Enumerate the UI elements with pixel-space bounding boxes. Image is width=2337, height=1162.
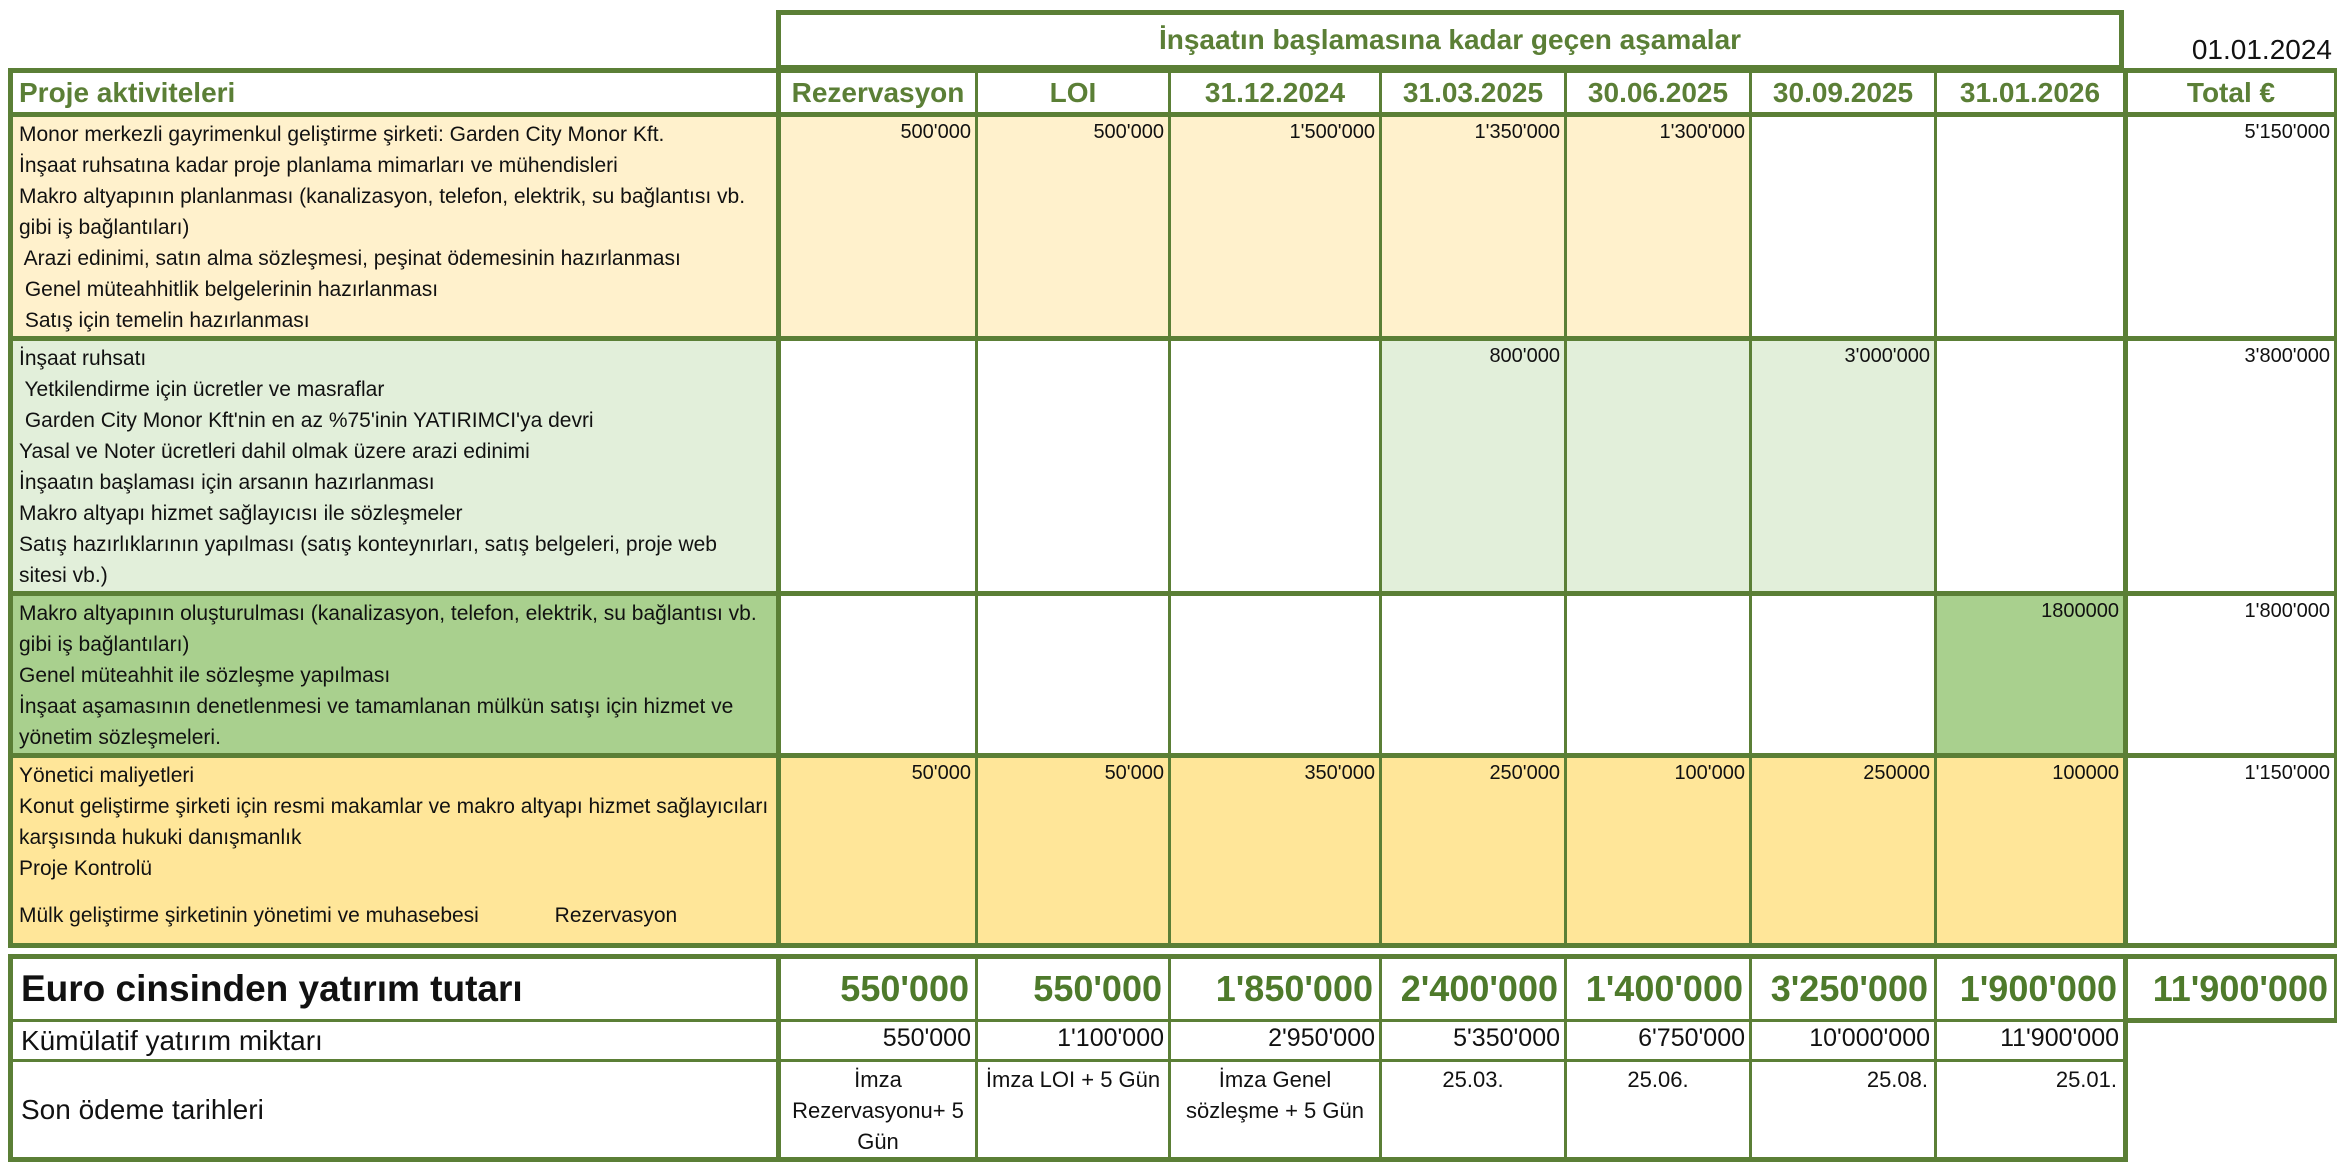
payment-value: İmza LOI + 5 Gün (977, 1061, 1170, 1160)
investment-row (11, 957, 2337, 1021)
table-header-row (11, 71, 2337, 115)
investment-total: 11'900'000 (2126, 957, 2337, 1021)
activity-line: Genel müteahhitlik belgelerinin hazırlanması (19, 278, 439, 301)
activity-cell (11, 339, 779, 594)
activity-cell (11, 115, 779, 339)
value-cell (1936, 115, 2126, 339)
cumulative-value: 1'100'000 (977, 1021, 1170, 1061)
investment-value: 1'400'000 (1566, 957, 1751, 1021)
cumulative-value: 2'950'000 (1170, 1021, 1381, 1061)
activity-line: Mülk geliştirme şirketinin yönetimi ve muhasebesi Rezervasyon (19, 904, 678, 927)
value-cell: 800'000 (1381, 339, 1566, 594)
activity-line: Monor merkezli gayrimenkul geliştirme şirketi: Garden City Monor Kft. (19, 123, 665, 146)
table-row (11, 594, 2337, 756)
cumulative-value: 5'350'000 (1381, 1021, 1566, 1061)
activity-line: Yetkilendirme için ücretler ve masraflar (19, 378, 385, 401)
value-cell: 1'300'000 (1566, 115, 1751, 339)
value-cell (1170, 339, 1381, 594)
value-cell: 1800000 (1936, 594, 2126, 756)
cumulative-value: 10'000'000 (1751, 1021, 1936, 1061)
investment-label: Euro cinsinden yatırım tutarı (11, 957, 779, 1021)
value-cell (1751, 115, 1936, 339)
cumulative-label: Kümülatif yatırım miktarı (11, 1021, 779, 1061)
activity-line: Satış hazırlıklarının yapılması (satış konteynırları, satış belgeleri, proje web sitesi vb.) (19, 533, 717, 587)
cumulative-value: 11'900'000 (1936, 1021, 2126, 1061)
value-cell (779, 339, 977, 594)
row-total-cell: 3'800'000 (2126, 339, 2337, 594)
payment-value: İmza Genel sözleşme + 5 Gün (1170, 1061, 1381, 1160)
activity-line: Makro altyapının planlanması (kanalizasyon, telefon, elektrik, su bağlantısı vb. gibi iş bağlantıları) (19, 185, 746, 239)
activity-cell (11, 756, 779, 946)
header-period: 30.06.2025 (1566, 71, 1751, 115)
header-period: Rezervasyon (779, 71, 977, 115)
row-total-cell: 1'800'000 (2126, 594, 2337, 756)
activity-line: Yönetici maliyetleri (19, 764, 195, 787)
cumulative-row (11, 1021, 2337, 1061)
row-total-cell: 1'150'000 (2126, 756, 2337, 946)
value-cell (1751, 594, 1936, 756)
payment-label: Son ödeme tarihleri (11, 1061, 779, 1160)
value-cell (977, 339, 1170, 594)
value-cell: 100000 (1936, 756, 2126, 946)
investment-value: 1'850'000 (1170, 957, 1381, 1021)
header-period: 30.09.2025 (1751, 71, 1936, 115)
value-cell: 50'000 (779, 756, 977, 946)
activity-line (19, 884, 770, 900)
cumulative-value: 550'000 (779, 1021, 977, 1061)
value-cell (1170, 594, 1381, 756)
value-cell: 1'500'000 (1170, 115, 1381, 339)
payment-value: 25.06. (1566, 1061, 1751, 1160)
value-cell: 3'000'000 (1751, 339, 1936, 594)
header-total: Total € (2126, 71, 2337, 115)
header-period: 31.03.2025 (1381, 71, 1566, 115)
activity-line: Satış için temelin hazırlanması (19, 309, 310, 332)
activity-line: Makro altyapı hizmet sağlayıcısı ile sözleşmeler (19, 502, 463, 525)
activity-line: İnşaat ruhsatı (19, 347, 147, 370)
cumulative-value: 6'750'000 (1566, 1021, 1751, 1061)
activity-line: Konut geliştirme şirketi için resmi makamlar ve makro altyapı hizmet sağlayıcıları karşısında hukuki danışmanlık (19, 795, 769, 849)
value-cell: 250000 (1751, 756, 1936, 946)
investment-summary-table (8, 954, 2337, 1162)
header-period: LOI (977, 71, 1170, 115)
value-cell (1566, 339, 1751, 594)
activity-line: Genel müteahhit ile sözleşme yapılması (19, 664, 391, 687)
value-cell: 50'000 (977, 756, 1170, 946)
investment-value: 3'250'000 (1751, 957, 1936, 1021)
value-cell: 350'000 (1170, 756, 1381, 946)
payment-value: İmza Rezervasyonu+ 5 Gün (779, 1061, 977, 1160)
header-period: 31.01.2026 (1936, 71, 2126, 115)
project-activities-table (8, 68, 2337, 948)
investment-value: 550'000 (977, 957, 1170, 1021)
investment-value: 1'900'000 (1936, 957, 2126, 1021)
value-cell: 1'350'000 (1381, 115, 1566, 339)
investment-value: 550'000 (779, 957, 977, 1021)
row-total-cell: 5'150'000 (2126, 115, 2337, 339)
activity-line: Arazi edinimi, satın alma sözleşmesi, peşinat ödemesinin hazırlanması (19, 247, 681, 270)
value-cell (977, 594, 1170, 756)
investment-value: 2'400'000 (1381, 957, 1566, 1021)
header-period: 31.12.2024 (1170, 71, 1381, 115)
value-cell (1566, 594, 1751, 756)
value-cell: 500'000 (779, 115, 977, 339)
value-cell: 100'000 (1566, 756, 1751, 946)
activity-line: Garden City Monor Kft'nin en az %75'inin YATIRIMCI'ya devri (19, 409, 594, 432)
value-cell (1381, 594, 1566, 756)
activity-line: İnşaatın başlaması için arsanın hazırlanması (19, 471, 435, 494)
activity-cell (11, 594, 779, 756)
activity-line: İnşaat aşamasının denetlenmesi ve tamamlanan mülkün satışı için hizmet ve yönetim sözleşmeleri. (19, 695, 734, 749)
header-activities: Proje aktiviteleri (11, 71, 779, 115)
payment-row (11, 1061, 2337, 1160)
activity-line: Proje Kontrolü (19, 857, 153, 880)
value-cell (779, 594, 977, 756)
activity-line: İnşaat ruhsatına kadar proje planlama mimarları ve mühendisleri (19, 154, 618, 177)
table-row (11, 756, 2337, 946)
activity-line: Makro altyapının oluşturulması (kanalizasyon, telefon, elektrik, su bağlantısı vb. gibi iş bağlantıları) (19, 602, 757, 656)
activity-line: Yasal ve Noter ücretleri dahil olmak üzere arazi edinimi (19, 440, 530, 463)
payment-value: 25.08. (1751, 1061, 1936, 1160)
value-cell: 250'000 (1381, 756, 1566, 946)
value-cell: 500'000 (977, 115, 1170, 339)
payment-value: 25.01. (1936, 1061, 2126, 1160)
empty-cell (2126, 1021, 2337, 1061)
payment-value: 25.03. (1381, 1061, 1566, 1160)
table-row (11, 115, 2337, 339)
phases-band-title (776, 10, 2124, 70)
report-date: 01.01.2024 (2191, 34, 2332, 65)
value-cell (1936, 339, 2126, 594)
empty-cell (2126, 1061, 2337, 1160)
phases-band-title-text: İnşaatın başlamasına kadar geçen aşamalar (1158, 24, 1742, 55)
table-row (11, 339, 2337, 594)
